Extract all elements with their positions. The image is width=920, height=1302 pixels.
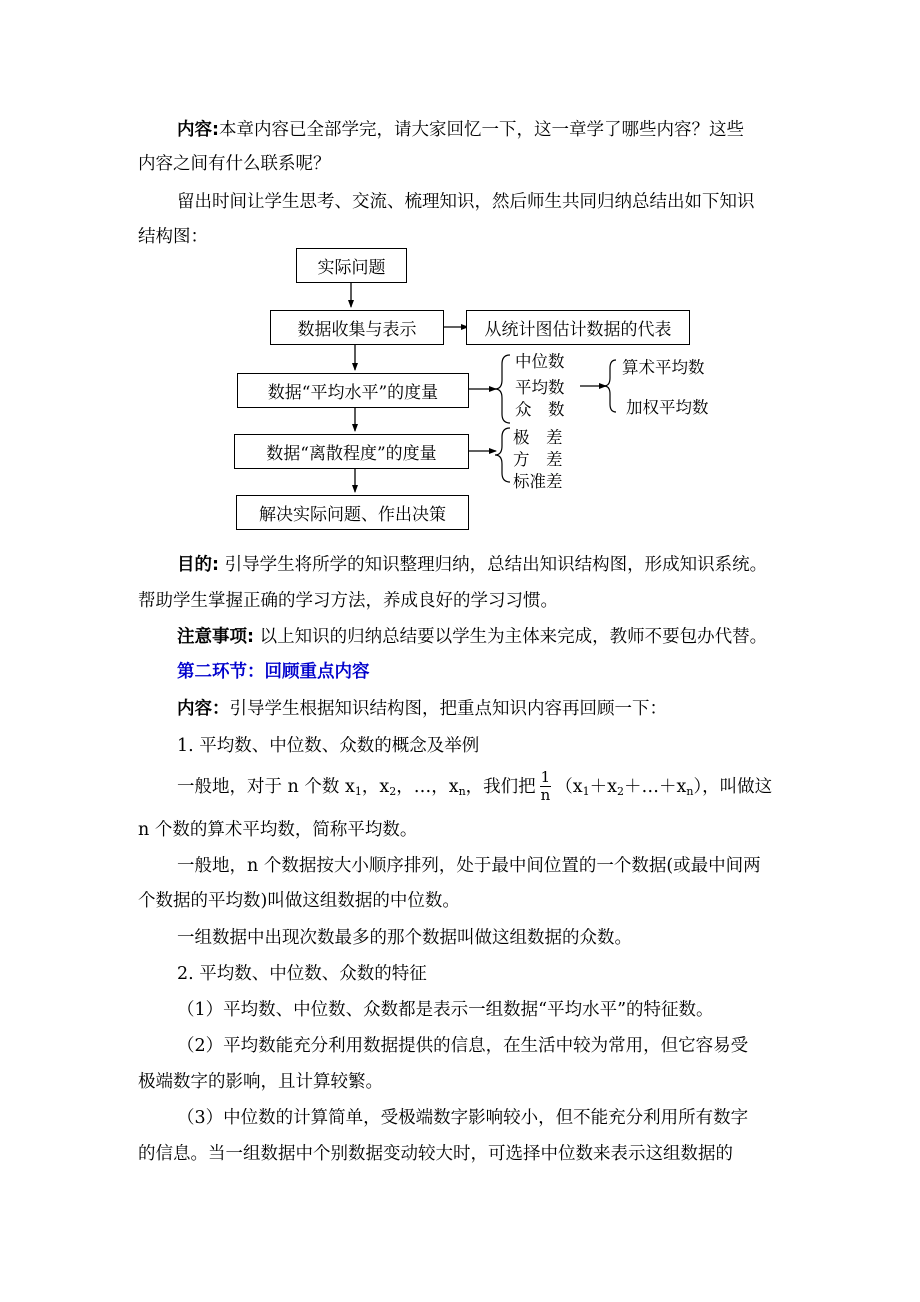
section2-content-text: 引导学生根据知识结构图，把重点知识内容再回顾一下：	[229, 699, 667, 719]
feature-3-line-1: （3）中位数的计算简单，受极端数字影响较小，但不能充分利用所有数字	[177, 1108, 749, 1128]
content-label: 内容:	[177, 120, 219, 140]
mode-definition: 一组数据中出现次数最多的那个数据叫做这组数据的众数。	[177, 928, 632, 948]
feature-3-line-2: 的信息。当一组数据中个别数据变动较大时，可选择中位数来表示这组数据的	[138, 1144, 733, 1164]
purpose-line-2: 帮助学生掌握正确的学习方法，养成良好的学习习惯。	[138, 591, 558, 611]
median-definition-line-1: 一般地，n 个数据按大小顺序排列，处于最中间位置的一个数据(或最中间两	[177, 856, 761, 876]
label-weighted-mean: 加权平均数	[626, 398, 709, 417]
item1-title: 1. 平均数、中位数、众数的概念及举例	[177, 736, 480, 756]
feature-1: （1）平均数、中位数、众数都是表示一组数据“平均水平”的特征数。	[177, 1000, 714, 1020]
label-variance: 方 差	[513, 450, 563, 469]
section2-content-label: 内容：	[177, 699, 230, 719]
intro-line-3: 留出时间让学生思考、交流、梳理知识，然后师生共同归纳总结出如下知识	[177, 192, 755, 212]
purpose-text-a: 引导学生将所学的知识整理归纳，总结出知识结构图，形成知识系统。	[224, 555, 768, 575]
box-average-level: 数据“平均水平”的度量	[237, 373, 469, 408]
notes-text: 以上知识的归纳总结要以学生为主体来完成，教师不要包办代替。	[259, 627, 768, 647]
label-mode: 众 数	[515, 400, 565, 419]
box-estimate-from-chart: 从统计图估计数据的代表	[466, 310, 690, 345]
notes-line	[177, 625, 767, 649]
feature-2-line-1: （2）平均数能充分利用数据提供的信息，在生活中较为常用，但它容易受	[177, 1036, 749, 1056]
median-definition-line-2: 个数据的平均数)叫做这组数据的中位数。	[138, 891, 460, 911]
box-actual-problem: 实际问题	[296, 248, 407, 283]
box-dispersion: 数据“离散程度”的度量	[234, 434, 469, 469]
label-median: 中位数	[515, 352, 565, 371]
purpose-label: 目的:	[177, 555, 219, 575]
intro-line-4: 结构图：	[138, 227, 208, 247]
label-mean: 平均数	[515, 378, 565, 397]
section2-content-line	[177, 697, 667, 721]
brace-dispersion	[495, 428, 510, 482]
intro-line-2: 内容之间有什么联系呢？	[138, 154, 331, 174]
section2-title: 第二环节：回顾重点内容	[177, 662, 370, 682]
purpose-line-1	[177, 553, 767, 577]
box-solve-problem: 解决实际问题、作出决策	[236, 495, 469, 530]
mean-definition-line-2: n 个数的算术平均数，简称平均数。	[138, 820, 418, 840]
label-arithmetic-mean: 算术平均数	[622, 358, 705, 377]
mean-definition-line-1: 一般地，对于 n 个数 $x_1$，$x_2$，…，$x_n$，我们把 $\frac{1}{n}$ $(x_1+x_2+\dots+x_n)$，叫做这	[177, 768, 773, 804]
item2-title: 2. 平均数、中位数、众数的特征	[177, 964, 427, 984]
brace-mean	[604, 360, 616, 412]
brace-average	[495, 355, 510, 423]
feature-2-line-2: 极端数字的影响，且计算较繁。	[138, 1072, 383, 1092]
label-std-dev: 标准差	[513, 472, 563, 491]
box-data-collection: 数据收集与表示	[270, 310, 444, 345]
notes-label: 注意事项:	[177, 627, 254, 647]
fraction-one-over-n: $\frac{1}{n}$	[540, 768, 551, 804]
intro-text-1a: 本章内容已全部学完，请大家回忆一下，这一章学了哪些内容？这些	[219, 120, 744, 140]
label-range: 极 差	[513, 428, 563, 447]
